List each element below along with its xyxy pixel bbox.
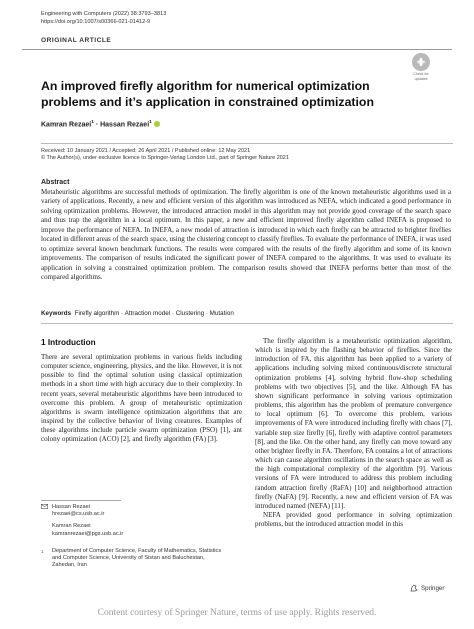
orcid-icon[interactable] bbox=[154, 121, 160, 127]
publication-dates bbox=[41, 148, 289, 163]
right-column bbox=[255, 337, 452, 529]
envelope-icon bbox=[41, 504, 48, 511]
paper-title: An improved firefly algorithm for numerical optimization problems and it’s application in constrained optimization bbox=[41, 79, 374, 109]
coauthor-email[interactable]: kamranrezaei@pgs.usb.ac.ir bbox=[52, 530, 124, 537]
courtesy-notice: Content courtesy of Springer Nature, terms of use apply. Rights reserved. bbox=[97, 608, 377, 618]
corresponding-authors bbox=[52, 504, 232, 538]
corresponding-author-email[interactable]: hrezaei@cs.usb.ac.ir bbox=[52, 511, 105, 518]
doi-link[interactable]: https://doi.org/10.1007/s00366-021-01412-9 bbox=[41, 18, 151, 25]
publisher-name: Springer bbox=[421, 584, 445, 592]
author-separator: · bbox=[93, 121, 101, 129]
author-affiliation-mark: 1 bbox=[91, 120, 94, 125]
paragraph: The firefly algorithm is a metaheuristic optimization algorithm, which is inspired by the flashing behavior of fireflies. Since the introduction of FA, this algorithm has been applied to a variety of applications including solving mixed continuous/discrete structural optimization problems [4], solving hybrid flow-shop scheduling problems with two objectives [5], and the like. Although FA has shown significant performance in solving various optimization problems, this algorithm has the problem of premature convergence to local optimum [6]. To overcome this problem, various improvements of FA were introduced including firefly with chaos [7], variable step size firefly [6], firefly with adaptive control parameters [8], and the like. On the other hand, any firefly can move toward any other brighter firefly in FA. Therefore, FA contains a lot of attractions which can cause algorithm oscillations in the search space as well as the high computational complexity of the algorithm [9]. Various versions of FA were introduced to address this problem including random attraction firefly (RaFA) [10] and neighborhood attraction firefly (NaFA) [9]. Recently, a new and efficient version of FA was introduced named (NEFA) [11]. bbox=[255, 337, 452, 510]
journal-info bbox=[41, 11, 166, 26]
springer-horse-icon bbox=[410, 584, 418, 592]
keywords-list: Firefly algorithm · Attraction model · Clustering · Mutation bbox=[74, 310, 234, 317]
author-list bbox=[41, 120, 160, 128]
abstract-text: Metaheuristic algorithms are successful methods of optimization. The firefly algorithm is one of the known metaheuristic algorithms used in a variety of applications. Recently, a new and efficient version of this algorithm was introduced as NEFA, which indicated a good performance in solving optimization problems. However, the introduced attraction model in this algorithm may not provide good coverage of the search space and thus trap the algorithm in a local optimum. In this paper, a new and efficient improved firefly algorithm called INEFA is proposed to improve the performance of NEFA. In INEFA, a new model of attraction is introduced in which each firefly can be attracted to brighter fireflies located in different areas of the search space, using the clustering concept to classify fireflies. To evaluate the performance of INEFA, it was used to optimize several known benchmark functions. The results were compared with the results of the firefly algorithm and some of its known improvements. The comparison of results indicated the significant power of INEFA compared to the algorithms. It was used to evaluate its application in solving a constrained optimization problem. The comparison results showed that INEFA performs better than most of the compared algorithms. bbox=[41, 188, 451, 282]
dates-line: Received: 10 January 2021 / Accepted: 26 April 2021 / Published online: 12 May 2021 bbox=[41, 148, 251, 154]
author-name[interactable]: Hassan Rezaei bbox=[100, 121, 150, 129]
check-updates-label-2: updates bbox=[414, 77, 428, 81]
footnote-divider bbox=[41, 500, 121, 501]
header-divider bbox=[22, 49, 452, 50]
check-for-updates-badge[interactable] bbox=[408, 53, 434, 81]
paragraph: NEFA provided good performance in solving optimization problems, but the introduced attraction model in this bbox=[255, 510, 452, 529]
corresponding-author-name: Hassan Rezaei bbox=[52, 504, 90, 510]
coauthor-name: Kamran Rezaei bbox=[52, 523, 91, 530]
affiliation-mark: 1 bbox=[41, 549, 44, 554]
author-affiliation-mark: 1 bbox=[149, 120, 152, 125]
journal-citation: Engineering with Computers (2022) 38:3793–3813 bbox=[41, 11, 167, 17]
article-type: ORIGINAL ARTICLE bbox=[41, 37, 112, 44]
check-updates-icon bbox=[412, 53, 430, 71]
keywords-label: Keywords bbox=[41, 310, 72, 317]
keywords bbox=[41, 310, 234, 317]
left-column bbox=[41, 353, 242, 445]
abstract-heading: Abstract bbox=[41, 179, 70, 186]
author-name[interactable]: Kamran Rezaei bbox=[41, 121, 92, 129]
section-heading: 1 Introduction bbox=[41, 338, 96, 347]
affiliation: Department of Computer Science, Faculty of Mathematics, Statistics and Computer Science, University of Sistan and Baluchestan, Zahedan, Iran bbox=[52, 548, 222, 569]
title-divider bbox=[41, 143, 453, 144]
keywords-divider bbox=[41, 323, 453, 324]
springer-logo bbox=[410, 584, 444, 592]
check-updates-label: Check for bbox=[413, 72, 429, 76]
paragraph: There are several optimization problems in various fields including computer science, engineering, physics, and the like. However, it is not possible to find the optimal solution using classical optimization methods in a short time with high accuracy due to their complexity. In recent years, several metaheuristic algorithms have been introduced to overcome this problem. A group of metaheuristic optimization algorithms is swarm intelligence optimization algorithms that are inspired by the collective behavior of living creatures. Examples of these algorithms include particle swarm optimization (PSO) [1], ant colony optimization (ACO) [2], and firefly algorithm (FA) [3]. bbox=[41, 353, 242, 444]
copyright-line: © The Author(s), under exclusive licence to Springer-Verlag London Ltd., part of Springer Nature 2021 bbox=[41, 155, 289, 162]
